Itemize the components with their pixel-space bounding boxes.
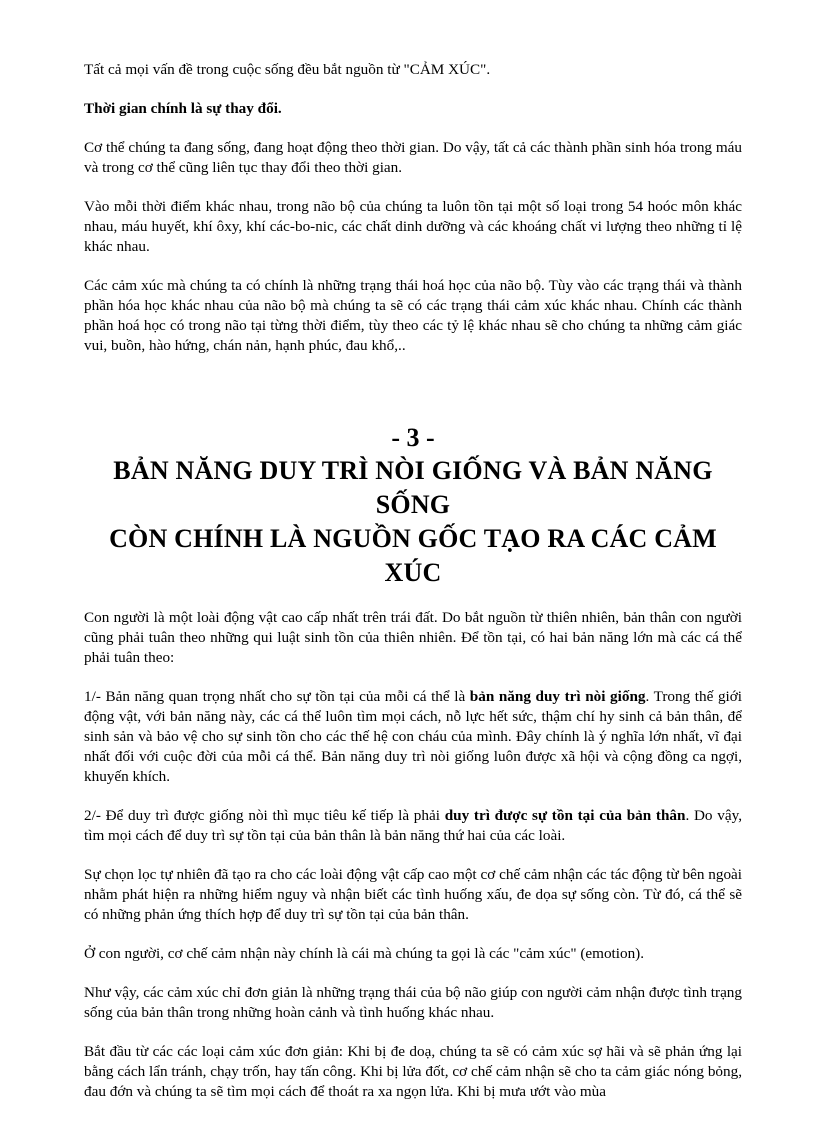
instinct-1-text-a: 1/- Bản năng quan trọng nhất cho sự tồn tại của mỗi cá thể là	[84, 688, 470, 705]
document-page	[84, 60, 742, 1102]
paragraph-emotion-definition: Ở con người, cơ chế cảm nhận này chính là cái mà chúng ta gọi là các "cảm xúc" (emotion).	[84, 945, 645, 962]
paragraph-body-time: Cơ thể chúng ta đang sống, đang hoạt động theo thời gian. Do vậy, tất cả các thành phần sinh hóa trong máu và trong cơ thể cũng liên tục thay đổi theo thời gian.	[84, 139, 742, 176]
instinct-2-text-a: 2/- Để duy trì được giống nòi thì mục tiêu kế tiếp là phải	[84, 807, 445, 824]
paragraph-instincts-intro: Con người là một loài động vật cao cấp nhất trên trái đất. Do bắt nguồn từ thiên nhiên, bản thân con người cũng phải tuân theo những qui luật sinh tồn của thiên nhiên. Để tồn tại, có hai bản năng lớn mà các cá thể phải tuân theo:	[84, 609, 742, 666]
paragraph-instinct-2	[84, 806, 742, 846]
paragraph-natural-selection: Sự chọn lọc tự nhiên đã tạo ra cho các loài động vật cấp cao một cơ chế cảm nhận các tác động từ bên ngoài nhằm phát hiện ra những hiểm nguy và nhận biết các tình huống xấu, đe dọa sự sống còn. Từ đó, cá thể sẽ có những phản ứng thích hợp để duy trì sự tồn tại của bản thân.	[84, 866, 742, 923]
instinct-1-bold: bản năng duy trì nòi giống	[469, 688, 646, 705]
paragraph-emotion-states: Như vậy, các cảm xúc chỉ đơn giản là những trạng thái của bộ não giúp con người cảm nhận được tình trạng sống của bản thân trong những hoàn cảnh và tình huống khác nhau.	[84, 984, 742, 1021]
paragraph-bold-heading	[84, 99, 742, 119]
paragraph-intro: Tất cả mọi vấn đề trong cuộc sống đều bắt nguồn từ "CẢM XÚC".	[84, 61, 491, 78]
paragraph-simple-emotions: Bắt đầu từ các các loại cảm xúc đơn giản: Khi bị đe doạ, chúng ta sẽ có cảm xúc sợ hãi và sẽ phản ứng lại bằng cách lẩn tránh, chạy trốn, hay tấn công. Khi bị lửa đốt, cơ chế cảm nhận sẽ cho ta cảm giác nóng bỏng, đau đớn và chúng ta sẽ tìm mọi cách để thoát ra xa ngọn lửa. Khi bị mưa ướt vào mùa	[84, 1043, 742, 1100]
section-number: - 3 -	[391, 423, 435, 452]
paragraph-body-chemistry: Các cảm xúc mà chúng ta có chính là những trạng thái hoá học của não bộ. Tùy vào các trạng thái và thành phần hóa học khác nhau của não bộ mà chúng ta sẽ có các trạng thái cảm xúc khác nhau. Chính các thành phần hoá học có trong não tại từng thời điểm, tùy theo các tỷ lệ khác nhau sẽ cho chúng ta những cảm giác vui, buồn, hào hứng, chán nản, hạnh phúc, đau khổ,..	[84, 277, 742, 354]
paragraph-instinct-1	[84, 687, 742, 787]
paragraph-body-hormones: Vào mỗi thời điểm khác nhau, trong não bộ của chúng ta luôn tồn tại một số loại trong 54 hoóc môn khác nhau, máu huyết, khí ôxy, khí các-bo-nic, các chất dinh dưỡng và các khoáng chất vi lượng theo những tỉ lệ khác nhau.	[84, 198, 742, 255]
bold-heading-text: Thời gian chính là sự thay đổi.	[84, 100, 282, 117]
instinct-2-text-b: . Do vậy, tìm mọi cách để duy trì sự tồn tại của bản thân là bản năng thứ hai của các loài.	[84, 807, 742, 844]
instinct-2-bold: duy trì được sự tồn tại của bản thân	[444, 807, 686, 824]
section-title-line-2: CÒN CHÍNH LÀ NGUỒN GỐC TẠO RA CÁC CẢM XÚC	[109, 524, 717, 587]
section-title-line-1: BẢN NĂNG DUY TRÌ NÒI GIỐNG VÀ BẢN NĂNG SỐNG	[113, 456, 713, 519]
instinct-1-text-b: . Trong thế giới động vật, với bản năng này, các cá thể luôn tìm mọi cách, nỗ lực hết sức, thậm chí hy sinh cả bản thân, để sinh sản và bảo vệ cho sự sinh tồn cho các thế hệ con cháu của mình. Đây chính là ý nghĩa lớn nhất, vĩ đại nhất đối với cuộc đời của mỗi cá thể. Bản năng duy trì nòi giống luôn được xã hội và cộng đồng ca ngợi, khuyến khích.	[84, 688, 743, 785]
